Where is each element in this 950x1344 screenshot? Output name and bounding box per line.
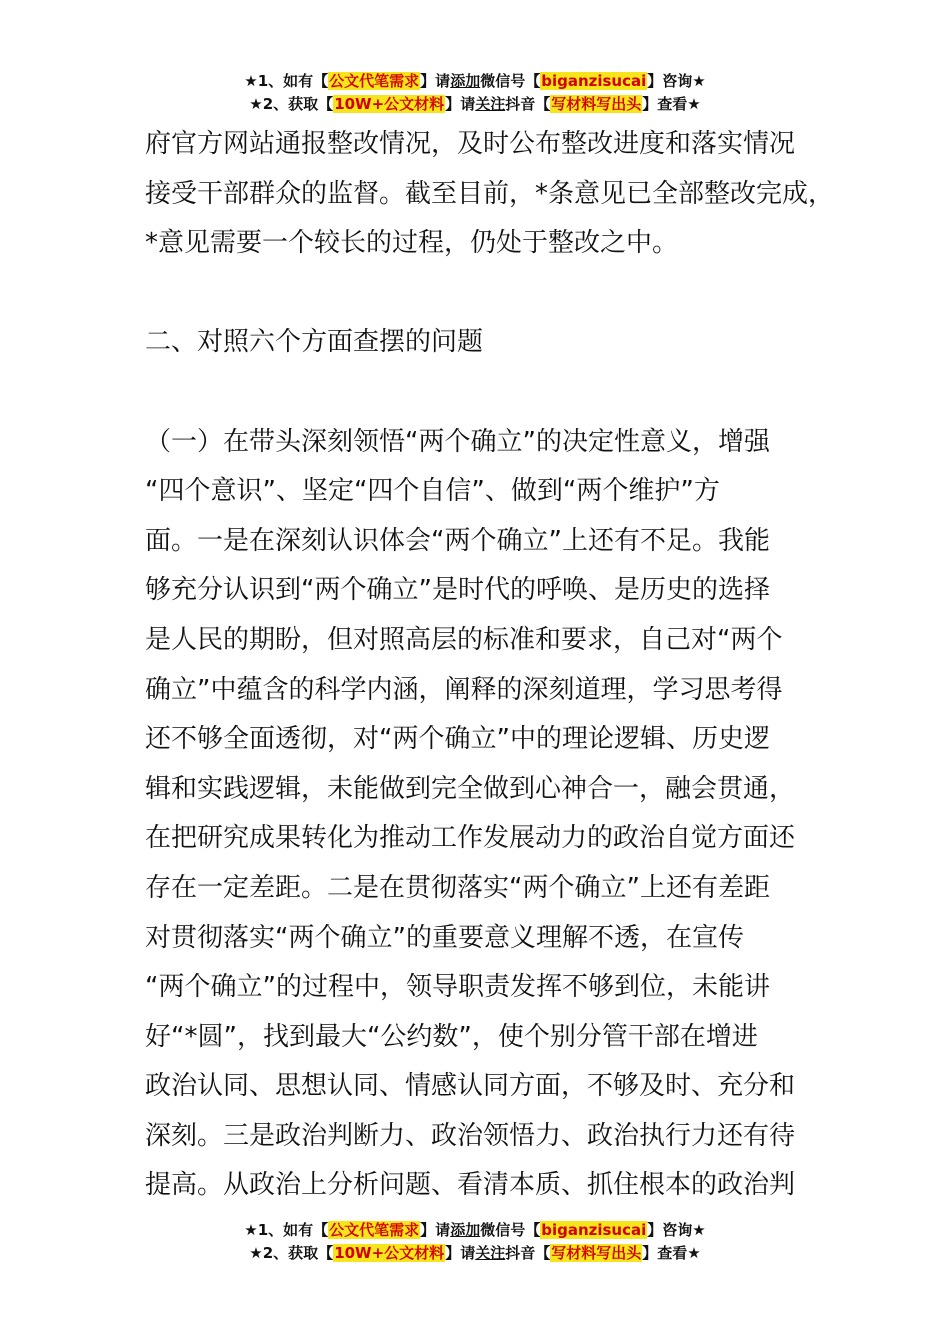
promo-text: 】请 xyxy=(420,1221,451,1239)
body-line: 面。一是在深刻认识体会“两个确立”上还有不足。我能 xyxy=(145,525,770,556)
body-line: 政治认同、思想认同、情感认同方面，不够及时、充分和 xyxy=(145,1071,796,1102)
section-heading: 二、对照六个方面查摆的问题 xyxy=(145,327,484,358)
promo-banner-bottom xyxy=(0,1219,950,1265)
promo-highlight: 公文代笔需求 xyxy=(329,1221,420,1239)
promo-text: ★1、如有【 xyxy=(244,72,329,90)
promo-underlined: 添加 xyxy=(450,72,481,90)
promo-text: 微信号【 xyxy=(480,1221,541,1239)
body-line: 对贯彻落实“两个确立”的重要意义理解不透，在宣传 xyxy=(145,922,744,953)
body-line: 够充分认识到“两个确立”是时代的呼唤、是历史的选择 xyxy=(145,575,770,606)
body-line: 辑和实践逻辑，未能做到完全做到心神合一，融会贯通， xyxy=(145,773,796,804)
promo-text: 】请 xyxy=(445,95,476,113)
promo-text: 微信号【 xyxy=(480,72,541,90)
promo-wechat-id: biganzisucai xyxy=(541,72,647,90)
body-line: “两个确立”的过程中，领导职责发挥不够到位，未能讲 xyxy=(145,972,770,1003)
body-line: 确立”中蕴含的科学内涵，阐释的深刻道理，学习思考得 xyxy=(145,674,783,705)
body-line: 在把研究成果转化为推动工作发展动力的政治自觉方面还 xyxy=(145,823,796,854)
promo-text: ★2、获取【 xyxy=(249,1244,334,1262)
promo-underlined: 添加 xyxy=(450,1221,481,1239)
body-line: 还不够全面透彻，对“两个确立”中的理论逻辑、历史逻 xyxy=(145,724,770,755)
body-line: 接受干部群众的监督。截至目前，*条意见已全部整改完成， xyxy=(145,178,835,209)
promo-line-1 xyxy=(0,70,950,93)
body-line: 府官方网站通报整改情况，及时公布整改进度和落实情况 xyxy=(145,129,796,159)
body-line: （一）在带头深刻领悟“两个确立”的决定性意义，增强 xyxy=(145,426,770,457)
promo-highlight: 10W+公文材料 xyxy=(334,1244,445,1262)
promo-text: 抖音【 xyxy=(505,1244,551,1262)
promo-text: 】请 xyxy=(420,72,451,90)
body-line: 是人民的期盼，但对照高层的标准和要求，自己对“两个 xyxy=(145,624,783,655)
body-line: 深刻。三是政治判断力、政治领悟力、政治执行力还有待 xyxy=(145,1120,796,1151)
body-line: 好“*圆”，找到最大“公约数”，使个别分管干部在增进 xyxy=(145,1021,758,1052)
body-line: 存在一定差距。二是在贯彻落实“两个确立”上还有差距 xyxy=(145,872,770,903)
body-line: “四个意识”、坚定“四个自信”、做到“两个维护”方 xyxy=(145,476,720,507)
promo-text: 】查看★ xyxy=(642,95,701,113)
promo-line-1 xyxy=(0,1219,950,1242)
promo-douyin-id: 写材料写出头 xyxy=(551,95,642,113)
promo-wechat-id: biganzisucai xyxy=(541,1221,647,1239)
paragraph-gap xyxy=(145,368,815,418)
promo-douyin-id: 写材料写出头 xyxy=(551,1244,642,1262)
promo-highlight: 公文代笔需求 xyxy=(329,72,420,90)
promo-text: 抖音【 xyxy=(505,95,551,113)
promo-banner-top xyxy=(0,70,950,116)
promo-text: ★1、如有【 xyxy=(244,1221,329,1239)
promo-line-2 xyxy=(0,1242,950,1265)
promo-text: 】查看★ xyxy=(642,1244,701,1262)
promo-underlined: 关注 xyxy=(475,1244,506,1262)
promo-line-2 xyxy=(0,93,950,116)
body-line: *意见需要一个较长的过程，仍处于整改之中。 xyxy=(145,228,679,259)
promo-text: ★2、获取【 xyxy=(249,95,334,113)
promo-text: 】请 xyxy=(445,1244,476,1262)
document-body xyxy=(145,120,835,1211)
promo-underlined: 关注 xyxy=(475,95,506,113)
promo-text: 】咨询★ xyxy=(647,1221,706,1239)
promo-text: 】咨询★ xyxy=(647,72,706,90)
promo-highlight: 10W+公文材料 xyxy=(334,95,445,113)
body-line: 提高。从政治上分析问题、看清本质、抓住根本的政治判 xyxy=(145,1170,796,1201)
paragraph-gap xyxy=(145,269,815,319)
